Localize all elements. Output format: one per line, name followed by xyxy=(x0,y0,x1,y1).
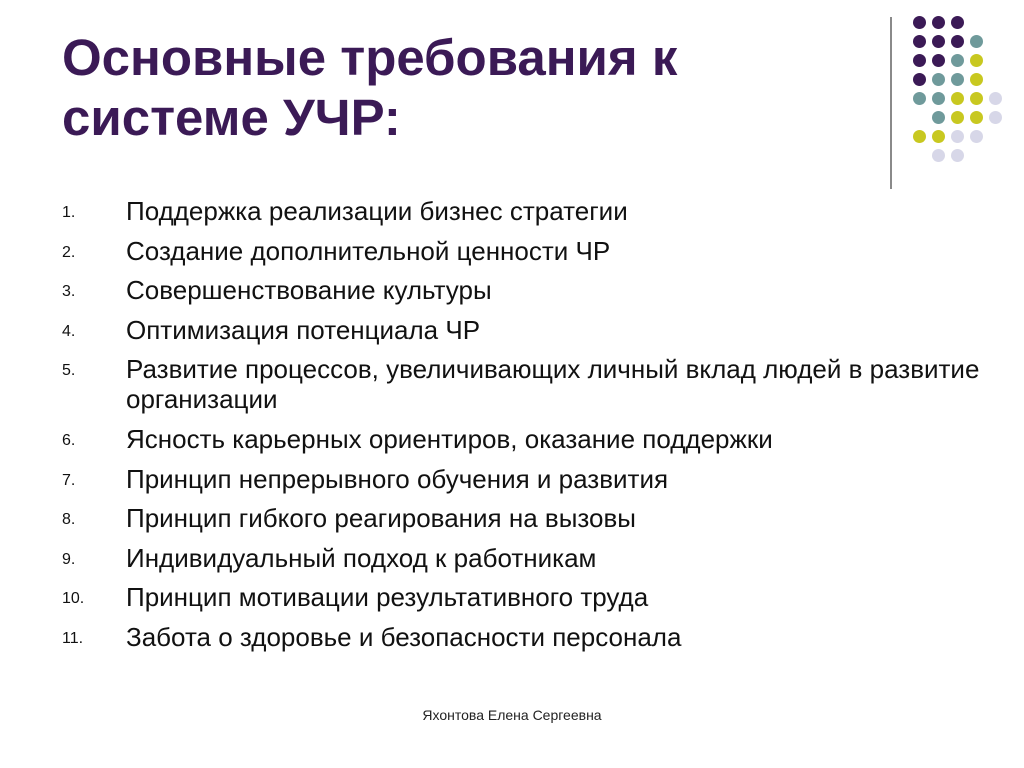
decorative-dot xyxy=(989,92,1002,105)
decorative-dot xyxy=(913,16,926,29)
list-item xyxy=(0,236,1024,266)
list-item xyxy=(0,464,1024,494)
list-item-number: 3. xyxy=(62,283,76,301)
decorative-dot xyxy=(970,111,983,124)
list-item-text: Принцип мотивации результативного труда xyxy=(126,582,649,613)
list-item xyxy=(0,622,1024,652)
list-item xyxy=(0,354,1024,414)
decorative-dot xyxy=(951,16,964,29)
decorative-dot xyxy=(989,111,1002,124)
list-item-number: 8. xyxy=(62,511,76,529)
decorative-dot xyxy=(932,92,945,105)
list-item-number: 5. xyxy=(62,362,76,380)
list-item xyxy=(0,582,1024,612)
slide-title-line-2: системе УЧР: xyxy=(62,89,401,146)
list-item-text: Принцип гибкого реагирования на вызовы xyxy=(126,503,636,534)
decorative-dot xyxy=(932,130,945,143)
list-item-text: Совершенствование культуры xyxy=(126,275,492,306)
list-item-number: 7. xyxy=(62,471,76,489)
decorative-dot xyxy=(913,73,926,86)
decorative-dot xyxy=(970,73,983,86)
list-item-text: Принцип непрерывного обучения и развития xyxy=(126,463,669,494)
list-item-number: 2. xyxy=(62,243,76,261)
decorative-dot xyxy=(970,92,983,105)
slide-title-line-1: Основные требования к xyxy=(62,29,678,86)
decorative-dot xyxy=(951,92,964,105)
decorative-dot xyxy=(951,130,964,143)
list-item xyxy=(0,196,1024,226)
decorative-dot xyxy=(951,54,964,67)
list-item xyxy=(0,543,1024,573)
list-item-text: Ясность карьерных ориентиров, оказание поддержки xyxy=(126,423,773,454)
decorative-dot xyxy=(932,54,945,67)
decorative-dot xyxy=(932,73,945,86)
requirements-list xyxy=(0,196,1024,662)
list-item-number: 6. xyxy=(62,431,76,449)
list-item-number: 10. xyxy=(62,590,85,608)
decorative-dot xyxy=(970,54,983,67)
slide-footer-author: Яхонтова Елена Сергеевна xyxy=(422,707,602,723)
list-item xyxy=(0,424,1024,454)
decorative-dot xyxy=(932,16,945,29)
list-item-text: Индивидуальный подход к работникам xyxy=(126,542,597,573)
decorative-dot xyxy=(951,35,964,48)
decorative-dot xyxy=(951,111,964,124)
list-item-number: 1. xyxy=(62,204,76,221)
decorative-dot xyxy=(913,92,926,105)
list-item xyxy=(0,503,1024,533)
list-item-number: 4. xyxy=(62,322,76,340)
decorative-dot xyxy=(932,111,945,124)
list-item-text: Поддержка реализации бизнес стратегии xyxy=(126,196,628,226)
decorative-dot xyxy=(970,130,983,143)
decorative-dot xyxy=(951,149,964,162)
slide-title xyxy=(62,28,862,148)
list-item-number: 11. xyxy=(62,629,84,647)
list-item xyxy=(0,315,1024,345)
list-item-text: Создание дополнительной ценности ЧР xyxy=(126,235,611,266)
decorative-dot xyxy=(951,73,964,86)
list-item-text: Оптимизация потенциала ЧР xyxy=(126,314,481,345)
decorative-dot xyxy=(932,149,945,162)
decorative-dot xyxy=(913,54,926,67)
list-item-number: 9. xyxy=(62,550,76,568)
list-item-text: Развитие процессов, увеличивающих личный вклад людей в развитие организации xyxy=(126,354,980,415)
list-item-text: Забота о здоровье и безопасности персонала xyxy=(126,621,682,652)
decorative-dot xyxy=(913,130,926,143)
decorative-dot xyxy=(932,35,945,48)
title-divider xyxy=(890,17,892,189)
decorative-dot xyxy=(913,35,926,48)
decorative-dot xyxy=(970,35,983,48)
list-item xyxy=(0,275,1024,305)
